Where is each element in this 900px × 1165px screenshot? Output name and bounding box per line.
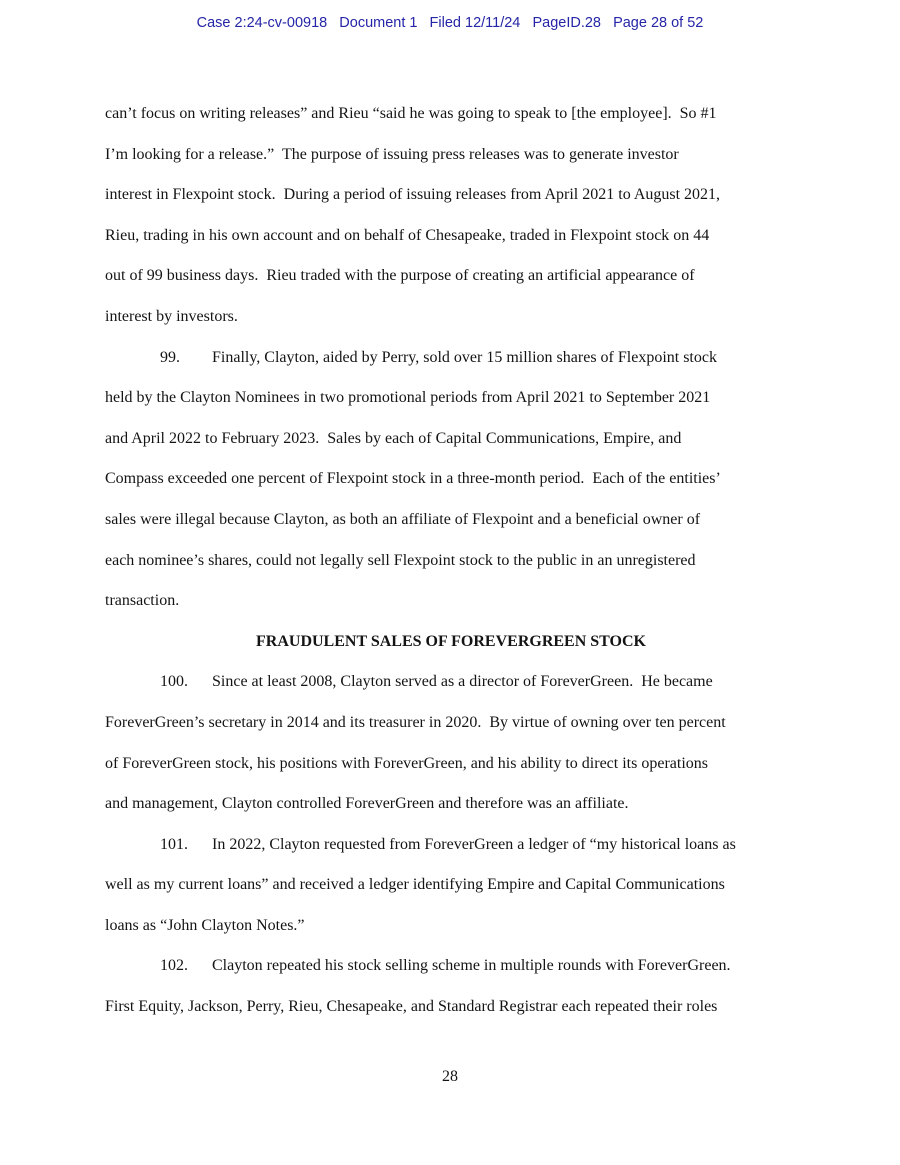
paragraph-first-line-text: Since at least 2008, Clayton served as a director of ForeverGreen. He became [212,673,713,691]
paragraph-first-line [105,338,797,379]
page-number: 28 [442,1068,458,1085]
paragraph-first-line-text: Clayton repeated his stock selling scheme in multiple rounds with ForeverGreen. [212,957,731,975]
paragraph-first-line [105,825,797,866]
paragraph-first-line-text: Finally, Clayton, aided by Perry, sold over 15 million shares of Flexpoint stock [212,348,717,366]
section-heading: FRAUDULENT SALES OF FOREVERGREEN STOCK [256,632,646,650]
document-body [105,94,797,1028]
paragraph-number: 102. [160,957,188,975]
paragraph-line: ForeverGreen’s secretary in 2014 and its treasurer in 2020. By virtue of owning over ten percent [105,713,726,731]
paragraph-number: 101. [160,835,188,853]
paragraph-line: Rieu, trading in his own account and on behalf of Chesapeake, traded in Flexpoint stock on 44 [105,226,710,244]
paragraph-line: held by the Clayton Nominees in two promotional periods from April 2021 to September 2021 [105,389,711,407]
paragraph-line: sales were illegal because Clayton, as both an affiliate of Flexpoint and a beneficial owner of [105,510,701,528]
paragraph-line: each nominee’s shares, could not legally sell Flexpoint stock to the public in an unregistered [105,551,696,569]
paragraph-line: Compass exceeded one percent of Flexpoint stock in a three-month period. Each of the entities’ [105,470,721,488]
paragraph-line: out of 99 business days. Rieu traded with the purpose of creating an artificial appearance of [105,267,695,285]
paragraph-line: First Equity, Jackson, Perry, Rieu, Chesapeake, and Standard Registrar each repeated their roles [105,998,718,1016]
paragraph-line: can’t focus on writing releases” and Rieu “said he was going to speak to [the employee]. So #1 [105,105,717,122]
paragraph-first-line [105,946,797,987]
case-caption-header: Case 2:24-cv-00918 Document 1 Filed 12/11/24 PageID.28 Page 28 of 52 [196,15,704,31]
paragraph-line: interest in Flexpoint stock. During a period of issuing releases from April 2021 to August 2021, [105,186,721,204]
paragraph-line: loans as “John Clayton Notes.” [105,916,305,934]
paragraph-line: I’m looking for a release.” The purpose of issuing press releases was to generate investor [105,145,679,163]
paragraph-line: transaction. [105,592,180,610]
paragraph-line: of ForeverGreen stock, his positions with ForeverGreen, and his ability to direct its operations [105,754,708,772]
paragraph-line: and management, Clayton controlled ForeverGreen and therefore was an affiliate. [105,795,629,813]
paragraph-line: interest by investors. [105,307,238,325]
paragraph-first-line [105,662,797,703]
paragraph-first-line-text: In 2022, Clayton requested from ForeverGreen a ledger of “my historical loans as [212,835,736,853]
paragraph-number: 100. [160,673,188,691]
paragraph-number: 99. [160,348,180,366]
paragraph-line: well as my current loans” and received a ledger identifying Empire and Capital Communications [105,876,725,894]
paragraph-line: and April 2022 to February 2023. Sales by each of Capital Communications, Empire, and [105,429,682,447]
